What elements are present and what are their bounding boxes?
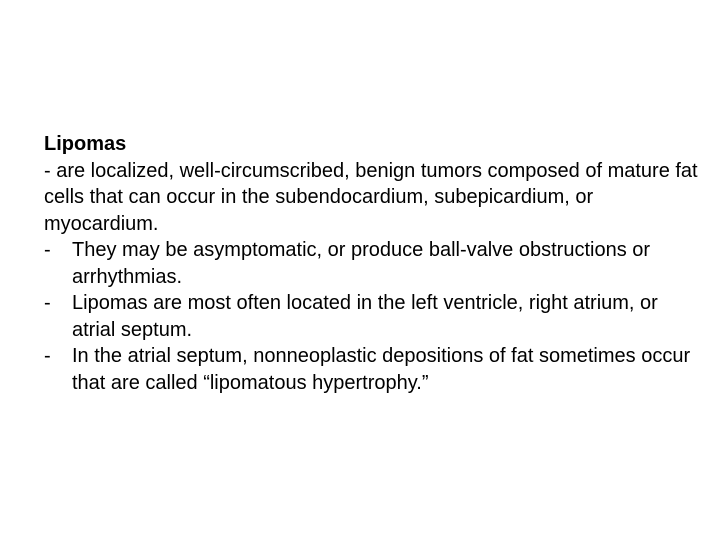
bullet-item — [44, 237, 704, 290]
bullet-marker: - — [44, 292, 51, 314]
bullet-text: Lipomas are most often located in the left ventricle, right atrium, or atrial septum. — [72, 292, 658, 341]
bullet-list — [44, 237, 704, 396]
bullet-text: They may be asymptomatic, or produce ball-valve obstructions or arrhythmias. — [72, 239, 651, 288]
bullet-item — [44, 343, 704, 396]
bullet-marker: - — [44, 239, 51, 261]
slide-heading: Lipomas — [44, 133, 127, 155]
bullet-item — [44, 290, 704, 343]
slide-content — [44, 131, 704, 396]
bullet-marker: - — [44, 345, 51, 367]
intro-text: - are localized, well-circumscribed, benign tumors composed of mature fat cells that can occur in the subendocardium, subepicardium, or myocardium. — [44, 159, 698, 235]
bullet-text: In the atrial septum, nonneoplastic depositions of fat sometimes occur that are called “lipomatous hypertrophy.” — [72, 345, 691, 394]
